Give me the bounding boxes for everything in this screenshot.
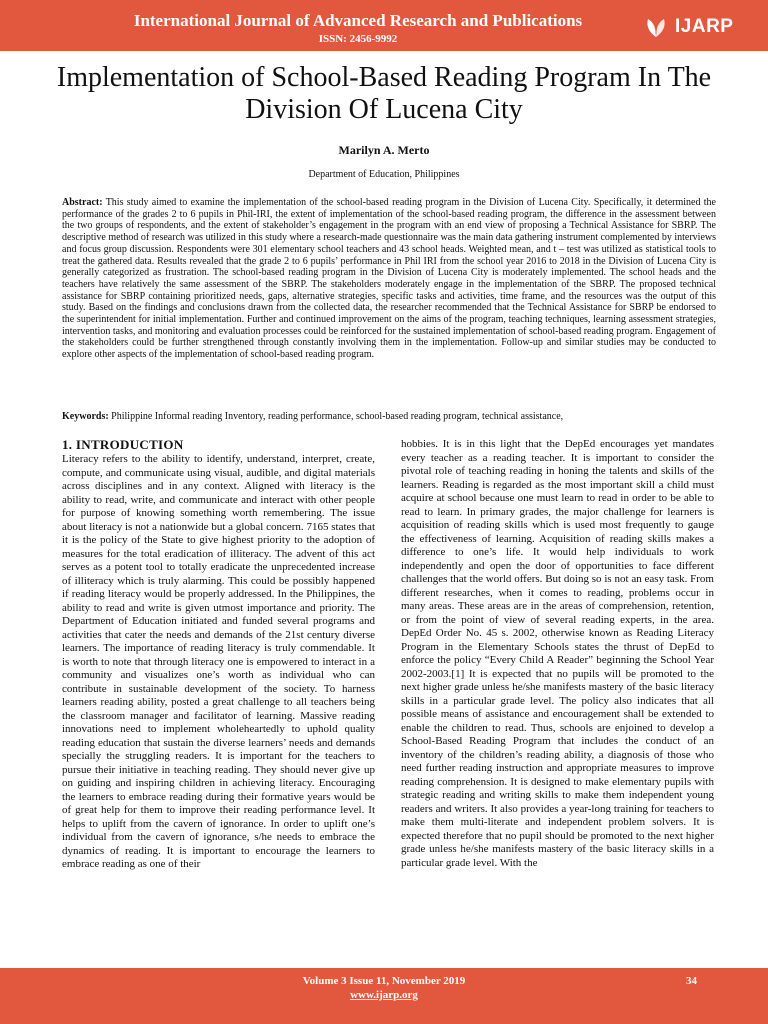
- abstract-label: Abstract:: [62, 197, 103, 208]
- author-affiliation: Department of Education, Philippines: [308, 169, 460, 180]
- author-name: Marilyn A. Merto: [338, 143, 430, 157]
- journal-title: International Journal of Advanced Research and Publications: [133, 11, 583, 30]
- journal-footer-band: [0, 968, 768, 1024]
- leaf-logo-icon: [643, 14, 669, 40]
- section-heading-introduction: 1. INTRODUCTION: [62, 437, 184, 452]
- abstract: [62, 197, 716, 361]
- page-number: 34: [686, 975, 697, 987]
- keywords-text: Philippine Informal reading Inventory, reading performance, school-based reading program, technical assistance,: [111, 411, 564, 422]
- journal-url-link[interactable]: www.ijarp.org: [350, 989, 418, 1001]
- body-column-right: hobbies. It is in this light that the DepEd encourages yet mandates every teacher as a reading teacher. It is important to consider the pivotal role of teaching reading in honing the talents and skills of the learners. Reading is regarded as the most important skill a child must acquire at school because one must learn to read in order to be able to read to learn. In primary grades, the major challenge for learners is acquisition of reading skills which is used most frequently to gauge the effectiveness of learning. Acquisition of reading skills makes a difference to one’s life. It would help individuals to work independently and open the door of opportunities to face different challenges that the world offers. But doing so is not an easy task. From different researches, when it comes to reading, problems occur in many areas. These areas are in the areas of comprehension, retention, or from the point of view of several reading experts, in the area. DepEd Order No. 45 s. 2002, otherwise known as Reading Literacy Program in the Elementary Schools states the thrust of DepEd to enforce the policy “Every Child A Reader” beginning the School Year 2002-2003.[1] It is expected that no pupils will be promoted to the next higher grade unless he/she manifests mastery of the basic literacy skills in a particular grade level. The policy also indicates that all possible means of assistance and encouragement shall be extended to enable the children to read. Thus, schools are enjoined to develop a School-Based Reading Program that includes the conduct of an inventory of the children’s reading ability, a diagnosis of those who need further reading instruction and appropriate measures to improve reading comprehension. It is designed to make elementary pupils with strategic reading and writing skills to make them independent young readers and writers. It also provides a year-long training for teachers to make them multi-literate and independent problem solvers. It is expected therefore that no pupil should be promoted to the next higher grade unless he/she manifests mastery of the basic literacy skills in a particular grade level. With the: [401, 438, 714, 869]
- keywords-label: Keywords:: [62, 411, 109, 422]
- abstract-text: This study aimed to examine the implementation of the school-based reading program in the Division of Lucena City. Specifically, it determined the performance of the grades 2 to 6 pupils in Phil-IRI, the extent of implementation of the school-based reading program, the difference in the assessment between the two groups of respondents, and the extent of stakeholder’s engagement in the program with an end view of proposing a Technical Assistance for SBRP. The descriptive method of research was utilized in this study where a research-made questionnaire was the main data gathering instrument complemented by interviews and focus group discussion. Respondents were 301 elementary school teachers and 43 school heads. Weighted mean, and t – test was utilized as statistical tools to treat the gathered data. Results revealed that the grade 2 to 6 pupils’ performance in Phil IRI from the school year 2016 to 2018 in the Division of Lucena City is generally categorized as frustration. The school-based reading program in the Division of Lucena City is moderately implemented. The school heads and the teachers have relatively the same assessment of the SBRP. The stakeholders moderately engage in the implementation of the SBRP. The proposed technical assistance for SBRP containing prioritized needs, gaps, alternative strategies, specific tasks and activities, time frame, and the resources was the output of this study. Based on the findings and conclusions drawn from the collected data, the researcher recommended that the Technical Assistance for SBRP be endorsed to the superintendent for initial implementation. Further and continued improvement on the aims of the program, teaching techniques, learning assessment strategies, intervention tasks, and monitoring and evaluation processes could be reinforced for the sustained implementation of school-based reading program. Engagement of the stakeholders could be further strengthened through constantly involving them in the implementation. Follow-up and similar studies may be conducted to explore other aspects of the implementation of school-based reading program.: [62, 197, 716, 361]
- volume-issue: Volume 3 Issue 11, November 2019: [302, 975, 466, 987]
- keywords: [62, 411, 722, 423]
- journal-header-band: [0, 0, 768, 51]
- body-column-left: Literacy refers to the ability to identify, understand, interpret, create, compute, and communicate using visual, audible, and digital materials across disciplines and in any context. Aligned with literacy is the ability to read, write, and communicate and interact with other people for purpose of knowing something worth remembering. The issue about literacy is not a nationwide but a global concern. 7165 states that it is the policy of the State to give highest priority to the adoption of measures for the total eradication of illiteracy. The advent of this act serves as a potent tool to totally eradicate the unprecedented increase of illiteracy which is truly alarming. This could be possibly happened if reading literacy would be properly addressed. In the Philippines, the ability to read and write is given utmost importance and priority. The Department of Education initiated and funded several programs and activities that cater the needs and demands of the 21st century diverse learners. The importance of reading literacy is truly commendable. It is worth to note that through literacy one is empowered to interact in a community and visualizes one’s worth as individual who can contribute in sustainable development of the society. To harness learners reading ability, posted a great challenge to all teachers being the classroom manager and facilitator of learning. Massive reading innovations need to implement wholeheartedly to uphold quality reading education that sustain the diverse learners’ needs and demands specially the struggling readers. It is important for the teachers to pursue their initiative in teaching reading. They should never give up on guiding and inspiring children in achieving literacy. Encouraging the learners to embrace reading during their formative years would be of great help for them to improve their reading performance level. It helps to uplift from the cavern of ignorance. In order to uplift one’s individual from the cavern of ignorance, s/he needs to embrace the dynamics of reading. It is important to encourage the learners to embrace reading as one of their: [62, 453, 375, 870]
- issn: ISSN: 2456-9992: [318, 33, 398, 45]
- logo-text: IJARP: [675, 16, 734, 37]
- journal-logo: [643, 14, 733, 40]
- paper-title: Implementation of School-Based Reading Program In The Division Of Lucena City: [56, 62, 712, 125]
